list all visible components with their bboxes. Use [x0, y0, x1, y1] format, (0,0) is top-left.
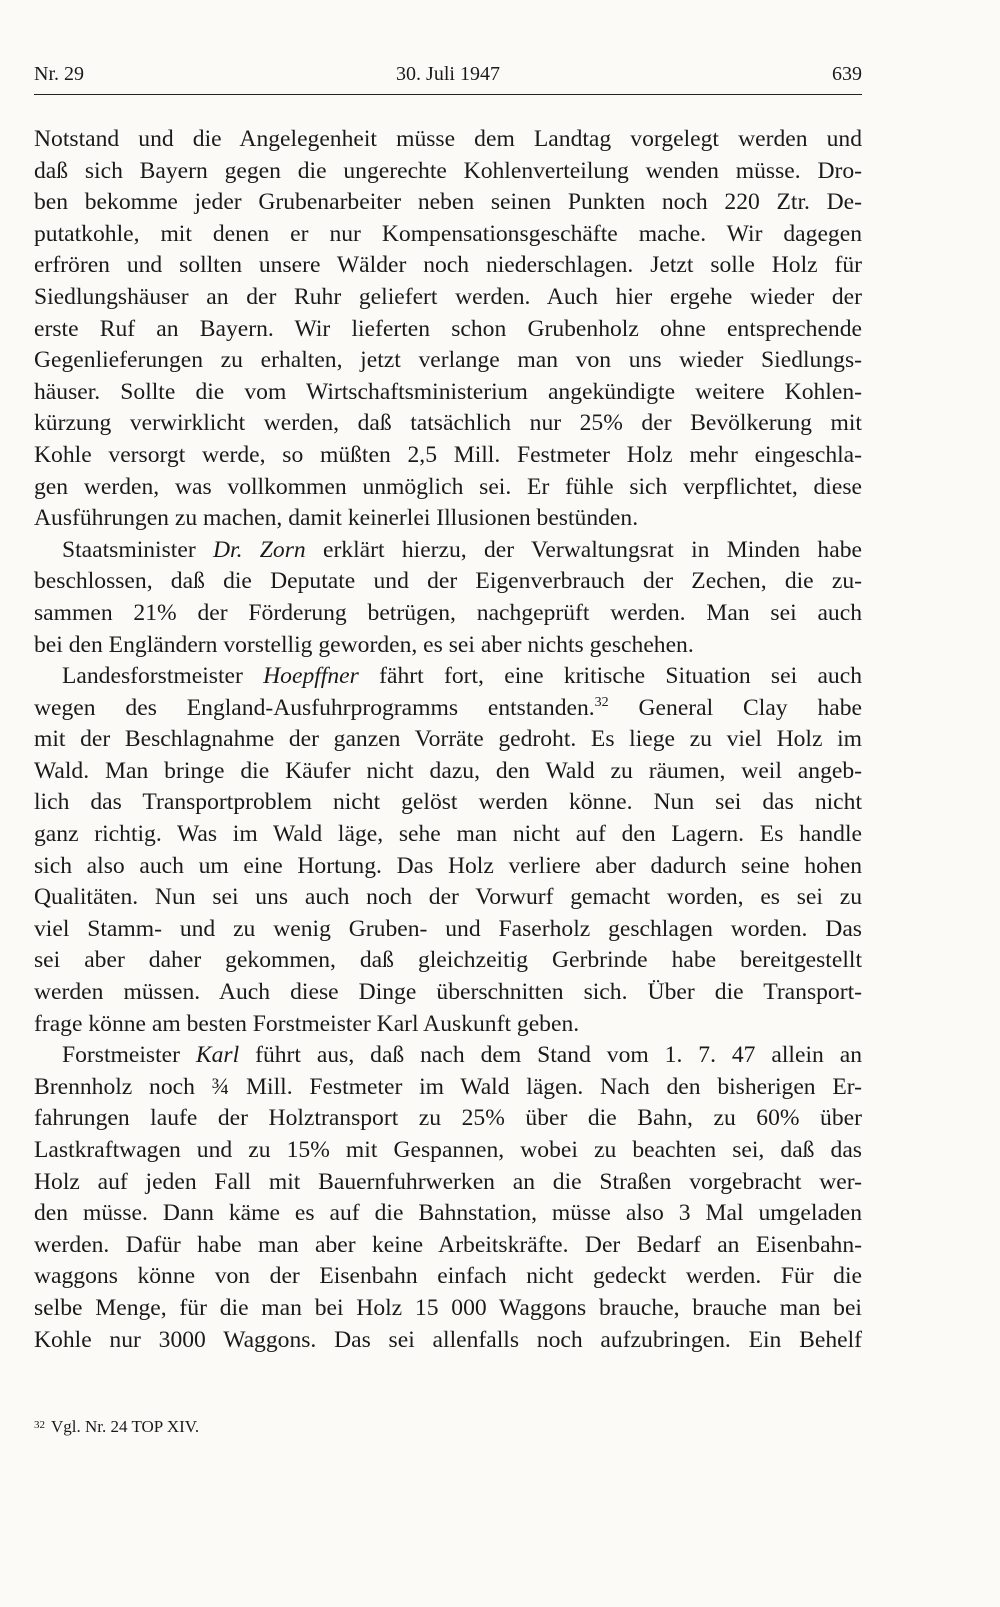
- line-text: Landesforstmeister: [62, 663, 264, 690]
- text-line: [34, 1325, 862, 1357]
- page-number: 639: [832, 63, 862, 85]
- line-text: werden müssen. Auch diese Dinge überschnitten sich. Über die Transport-: [34, 979, 862, 1006]
- line-text: Forstmeister: [62, 1042, 196, 1069]
- text-line: [34, 1293, 862, 1325]
- line-text: sich also auch um eine Hortung. Das Holz verliere aber dadurch seine hohen: [34, 852, 862, 879]
- speaker-name: Karl: [195, 1042, 240, 1069]
- line-text: gen werden, was vollkommen unmöglich sei. Er fühle sich verpflichtet, diese: [34, 473, 862, 500]
- line-text: ganz richtig. Was im Wald läge, sehe man nicht auf den Lagern. Es handle: [34, 821, 862, 848]
- document-number: Nr. 29: [34, 63, 84, 85]
- text-line: [34, 882, 862, 914]
- text-line: [34, 440, 862, 472]
- footnote-reference[interactable]: 32: [594, 694, 609, 710]
- text-line: [34, 1230, 862, 1262]
- footnote-number: 32: [34, 1419, 45, 1431]
- text-line: [34, 1167, 862, 1199]
- line-text: mit der Beschlagnahme der ganzen Vorräte gedroht. Es liege zu viel Holz im: [34, 726, 862, 753]
- text-line: [34, 1072, 862, 1104]
- line-text: bei den Engländern vorstellig geworden, es sei aber nichts geschehen.: [34, 631, 694, 658]
- text-line: [34, 598, 862, 630]
- line-text: wegen des England-Ausfuhrprogramms entstanden.: [34, 694, 595, 721]
- line-text: Holz auf jeden Fall mit Bauernfuhrwerken an die Straßen vorgebracht wer-: [34, 1168, 862, 1195]
- line-text: werden. Dafür habe man aber keine Arbeitskräfte. Der Bedarf an Eisenbahn-: [34, 1231, 862, 1258]
- line-text: Qualitäten. Nun sei uns auch noch der Vorwurf gemacht worden, es sei zu: [34, 884, 862, 911]
- line-text: Kohle nur 3000 Waggons. Das sei allenfalls noch aufzubringen. Ein Behelf: [34, 1326, 862, 1353]
- text-line: [34, 1135, 862, 1167]
- line-text: Wald. Man bringe die Käufer nicht dazu, den Wald zu räumen, weil angeb-: [34, 757, 862, 784]
- text-line: [34, 345, 862, 377]
- line-text: beschlossen, daß die Deputate und der Eigenverbrauch der Zechen, die zu-: [34, 568, 862, 595]
- body-text: [34, 124, 862, 1356]
- text-line: [34, 503, 862, 535]
- line-text: waggons könne von der Eisenbahn einfach nicht gedeckt werden. Für die: [34, 1263, 862, 1290]
- text-line: [34, 156, 862, 188]
- line-text: erfrören und sollten unsere Wälder noch niederschlagen. Jetzt solle Holz für: [34, 252, 862, 279]
- text-line: [34, 756, 862, 788]
- line-text: viel Stamm- und zu wenig Gruben- und Faserholz geschlagen worden. Das: [34, 915, 862, 942]
- text-line: [34, 282, 862, 314]
- line-text: lich das Transportproblem nicht gelöst werden könne. Nun sei das nicht: [34, 789, 862, 816]
- line-text: erklärt hierzu, der Verwaltungsrat in Minden habe: [305, 536, 862, 563]
- text-line: [34, 977, 862, 1009]
- line-text: General Clay habe: [608, 694, 862, 721]
- text-line: [34, 819, 862, 851]
- text-line: [34, 187, 862, 219]
- line-text: Kohle versorgt werde, so müßten 2,5 Mill. Festmeter Holz mehr eingeschla-: [34, 441, 862, 468]
- line-text: Ausführungen zu machen, damit keinerlei Illusionen bestünden.: [34, 505, 639, 532]
- text-line: [34, 851, 862, 883]
- text-line: [34, 377, 862, 409]
- text-line: [34, 630, 862, 662]
- footnote-text: Vgl. Nr. 24 TOP XIV.: [51, 1417, 200, 1436]
- line-text: führt aus, daß nach dem Stand vom 1. 7. 47 allein an: [239, 1042, 862, 1069]
- text-line: [34, 693, 862, 725]
- line-text: erste Ruf an Bayern. Wir lieferten schon Grubenholz ohne entsprechende: [34, 315, 862, 342]
- text-line: [34, 408, 862, 440]
- line-text: Brennholz noch ¾ Mill. Festmeter im Wald lägen. Nach den bisherigen Er-: [34, 1073, 862, 1100]
- text-line: [34, 566, 862, 598]
- line-text: fährt fort, eine kritische Situation sei auch: [358, 663, 862, 690]
- line-text: häuser. Sollte die vom Wirtschaftsministerium angekündigte weitere Kohlen-: [34, 378, 862, 405]
- line-text: fahrungen laufe der Holztransport zu 25% über die Bahn, zu 60% über: [34, 1105, 862, 1132]
- line-text: daß sich Bayern gegen die ungerechte Kohlenverteilung wenden müsse. Dro-: [34, 157, 862, 184]
- text-line: [34, 914, 862, 946]
- line-text: Gegenlieferungen zu erhalten, jetzt verlange man von uns wieder Siedlungs-: [34, 347, 862, 374]
- text-line: [34, 1261, 862, 1293]
- text-line: [34, 1103, 862, 1135]
- line-text: putatkohle, mit denen er nur Kompensationsgeschäfte mache. Wir dagegen: [34, 220, 862, 247]
- text-line: [34, 1198, 862, 1230]
- line-text: ben bekomme jeder Grubenarbeiter neben seinen Punkten noch 220 Ztr. De-: [34, 189, 862, 216]
- running-header: [34, 62, 862, 96]
- text-line: [34, 124, 862, 156]
- text-line: [34, 787, 862, 819]
- line-text: selbe Menge, für die man bei Holz 15 000 Waggons brauche, brauche man bei: [34, 1294, 862, 1321]
- header-rule: [34, 94, 862, 95]
- text-line: [34, 314, 862, 346]
- text-line: [34, 250, 862, 282]
- line-text: kürzung verwirklicht werden, daß tatsächlich nur 25% der Bevölkerung mit: [34, 410, 862, 437]
- line-text: sammen 21% der Förderung betrügen, nachgeprüft werden. Man sei auch: [34, 599, 862, 626]
- line-text: frage könne am besten Forstmeister Karl Auskunft geben.: [34, 1010, 580, 1037]
- text-line: [34, 945, 862, 977]
- speaker-name: Hoepffner: [263, 663, 359, 690]
- line-text: den müsse. Dann käme es auf die Bahnstation, müsse also 3 Mal umgeladen: [34, 1200, 862, 1227]
- text-line: [34, 724, 862, 756]
- text-line: [34, 535, 862, 567]
- text-line: [34, 219, 862, 251]
- header-date: 30. Juli 1947: [396, 63, 500, 85]
- footnote: [34, 1414, 199, 1438]
- line-text: Staatsminister: [62, 536, 213, 563]
- line-text: Lastkraftwagen und zu 15% mit Gespannen, wobei zu beachten sei, daß das: [34, 1137, 862, 1163]
- line-text: Siedlungshäuser an der Ruhr geliefert werden. Auch hier ergehe wieder der: [34, 283, 862, 310]
- text-line: [34, 1040, 862, 1072]
- line-text: Notstand und die Angelegenheit müsse dem Landtag vorgelegt werden und: [34, 126, 862, 152]
- text-line: [34, 1009, 862, 1041]
- text-line: [34, 661, 862, 693]
- text-line: [34, 472, 862, 504]
- speaker-name: Dr. Zorn: [212, 536, 306, 563]
- line-text: sei aber daher gekommen, daß gleichzeitig Gerbrinde habe bereitgestellt: [34, 947, 862, 974]
